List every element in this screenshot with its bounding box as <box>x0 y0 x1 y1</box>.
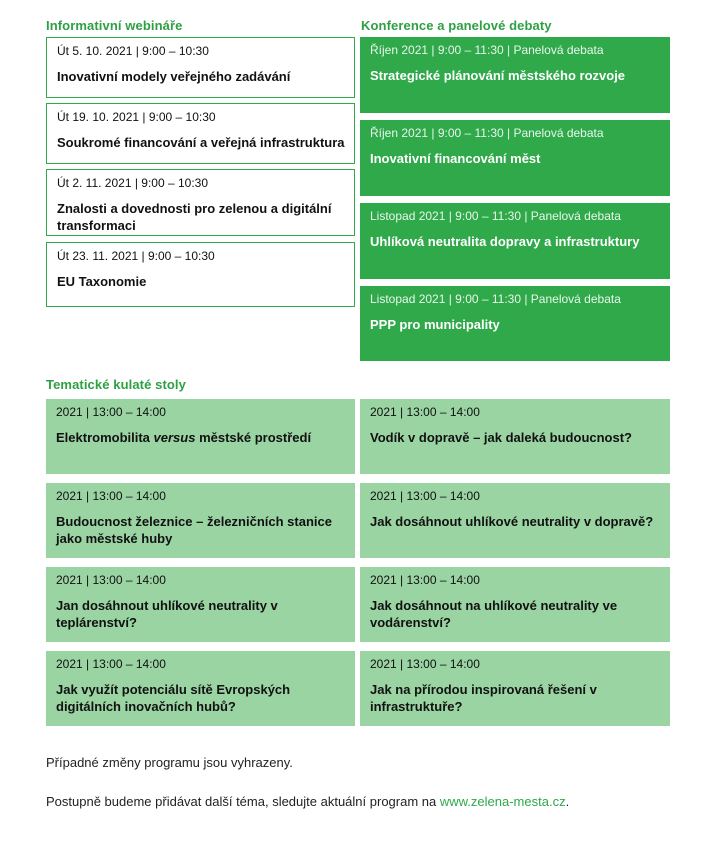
webinar-title: Znalosti a dovednosti pro zelenou a digitální transformaci <box>57 201 332 233</box>
webinars-heading: Informativní webináře <box>46 18 183 33</box>
conference-card[interactable] <box>360 203 670 279</box>
webinar-date: Út 5. 10. 2021 | 9:00 – 10:30 <box>57 44 209 58</box>
conference-card[interactable] <box>360 37 670 113</box>
roundtable-time: 2021 | 13:00 – 14:00 <box>56 405 166 419</box>
roundtable-title: Vodík v dopravě – jak daleká budoucnost? <box>370 430 632 445</box>
roundtable-title: Jak dosáhnout na uhlíkové neutrality ve vodárenství? <box>370 598 618 630</box>
webinar-title: EU Taxonomie <box>57 274 147 289</box>
more-info-lead: Postupně budeme přidávat další téma, sledujte aktuální program na <box>46 794 440 809</box>
conference-card[interactable] <box>360 120 670 196</box>
roundtable-card[interactable] <box>46 651 355 726</box>
webinar-title: Soukromé financování a veřejná infrastruktura <box>57 135 345 150</box>
roundtable-title-part: městské prostředí <box>195 430 312 445</box>
webinar-card[interactable] <box>46 242 355 307</box>
roundtable-card[interactable] <box>360 483 670 558</box>
more-info-text <box>46 794 569 809</box>
conference-title: PPP pro municipality <box>370 317 500 332</box>
roundtable-card[interactable] <box>46 483 355 558</box>
roundtable-title <box>56 429 345 446</box>
conference-card[interactable] <box>360 286 670 361</box>
conferences-heading: Konference a panelové debaty <box>361 18 552 33</box>
disclaimer-text: Případné změny programu jsou vyhrazeny. <box>46 755 293 770</box>
conference-date: Říjen 2021 | 9:00 – 11:30 | Panelová debata <box>370 43 604 57</box>
webinar-date: Út 23. 11. 2021 | 9:00 – 10:30 <box>57 249 215 263</box>
roundtables-heading: Tematické kulaté stoly <box>46 377 186 392</box>
webinar-date: Út 2. 11. 2021 | 9:00 – 10:30 <box>57 176 209 190</box>
roundtable-card[interactable] <box>46 567 355 642</box>
roundtable-title: Jan dosáhnout uhlíkové neutrality v teplárenství? <box>56 598 278 630</box>
website-link[interactable]: www.zelena-mesta.cz <box>439 794 566 809</box>
webinar-card[interactable] <box>46 103 355 164</box>
roundtable-title: Jak dosáhnout uhlíkové neutrality v dopravě? <box>370 514 654 529</box>
webinar-title: Inovativní modely veřejného zadávání <box>57 69 291 84</box>
conference-date: Říjen 2021 | 9:00 – 11:30 | Panelová debata <box>370 126 604 140</box>
roundtable-card[interactable] <box>360 399 670 474</box>
roundtable-time: 2021 | 13:00 – 14:00 <box>370 489 480 503</box>
roundtable-time: 2021 | 13:00 – 14:00 <box>56 573 166 587</box>
roundtable-time: 2021 | 13:00 – 14:00 <box>370 573 480 587</box>
roundtable-title-emphasis: versus <box>153 430 196 445</box>
conference-title: Uhlíková neutralita dopravy a infrastruktury <box>370 234 640 249</box>
conference-title: Inovativní financování měst <box>370 151 541 166</box>
conference-date: Listopad 2021 | 9:00 – 11:30 | Panelová debata <box>370 209 621 223</box>
webinar-card[interactable] <box>46 37 355 98</box>
roundtable-time: 2021 | 13:00 – 14:00 <box>370 405 480 419</box>
roundtable-title-part: Elektromobilita <box>56 430 154 445</box>
roundtable-title: Budoucnost železnice – železničních stanice jako městské huby <box>56 514 332 546</box>
roundtable-card[interactable] <box>360 651 670 726</box>
webinar-card[interactable] <box>46 169 355 236</box>
roundtable-card[interactable] <box>360 567 670 642</box>
conference-title: Strategické plánování městského rozvoje <box>370 68 626 83</box>
conference-date: Listopad 2021 | 9:00 – 11:30 | Panelová debata <box>370 292 621 306</box>
webinar-date: Út 19. 10. 2021 | 9:00 – 10:30 <box>57 110 216 124</box>
roundtable-title: Jak využít potenciálu sítě Evropských digitálních inovačních hubů? <box>56 682 291 714</box>
more-info-end: . <box>565 794 570 809</box>
roundtable-time: 2021 | 13:00 – 14:00 <box>370 657 480 671</box>
roundtable-time: 2021 | 13:00 – 14:00 <box>56 657 166 671</box>
roundtable-card[interactable] <box>46 399 355 474</box>
roundtable-time: 2021 | 13:00 – 14:00 <box>56 489 166 503</box>
roundtable-title: Jak na přírodou inspirovaná řešení v infrastruktuře? <box>370 682 597 714</box>
